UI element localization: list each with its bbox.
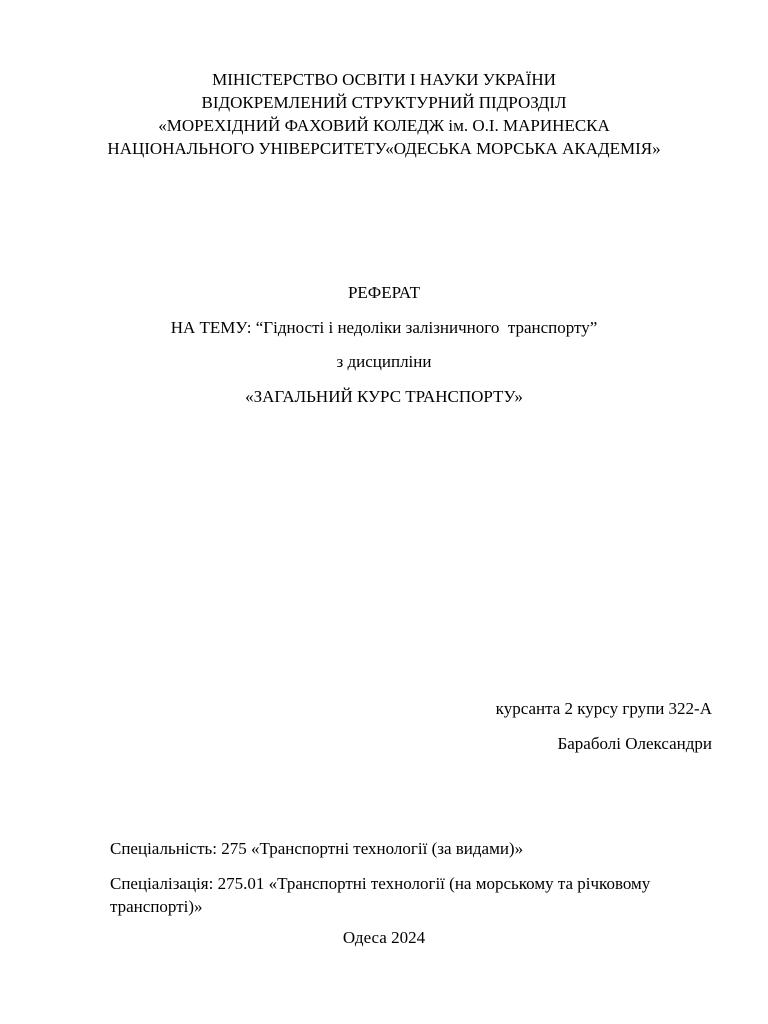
city-year: Одеса 2024 (342, 928, 426, 947)
header-line-college: «МОРЕХІДНИЙ ФАХОВИЙ КОЛЕДЖ ім. О.І. МАРИНЕСКА (158, 116, 610, 135)
specialization-line: Спеціалізація: 275.01 «Транспортні технології (на морському та річковому транспорті)» (110, 874, 651, 916)
header-line-ministry: МІНІСТЕРСТВО ОСВІТИ І НАУКИ УКРАЇНИ (212, 70, 556, 89)
specialty-line: Спеціальність: 275 «Транспортні технології (за видами)» (110, 839, 524, 858)
discipline-intro: з дисципліни (336, 352, 432, 371)
author-group: курсанта 2 курсу групи 322-А (495, 699, 712, 718)
discipline-name: «ЗАГАЛЬНИЙ КУРС ТРАНСПОРТУ» (245, 387, 523, 406)
header-line-university: НАЦІОНАЛЬНОГО УНІВЕРСИТЕТУ«ОДЕСЬКА МОРСЬКА АКАДЕМІЯ» (107, 139, 661, 158)
institution-header (60, 68, 708, 160)
essay-topic: НА ТЕМУ: “Гідності і недоліки залізничного транспорту” (170, 318, 598, 337)
author-name: Бараболі Олександри (557, 734, 712, 753)
document-type: РЕФЕРАТ (347, 283, 421, 302)
header-line-subdivision: ВІДОКРЕМЛЕНИЙ СТРУКТУРНИЙ ПІДРОЗДІЛ (201, 93, 567, 112)
